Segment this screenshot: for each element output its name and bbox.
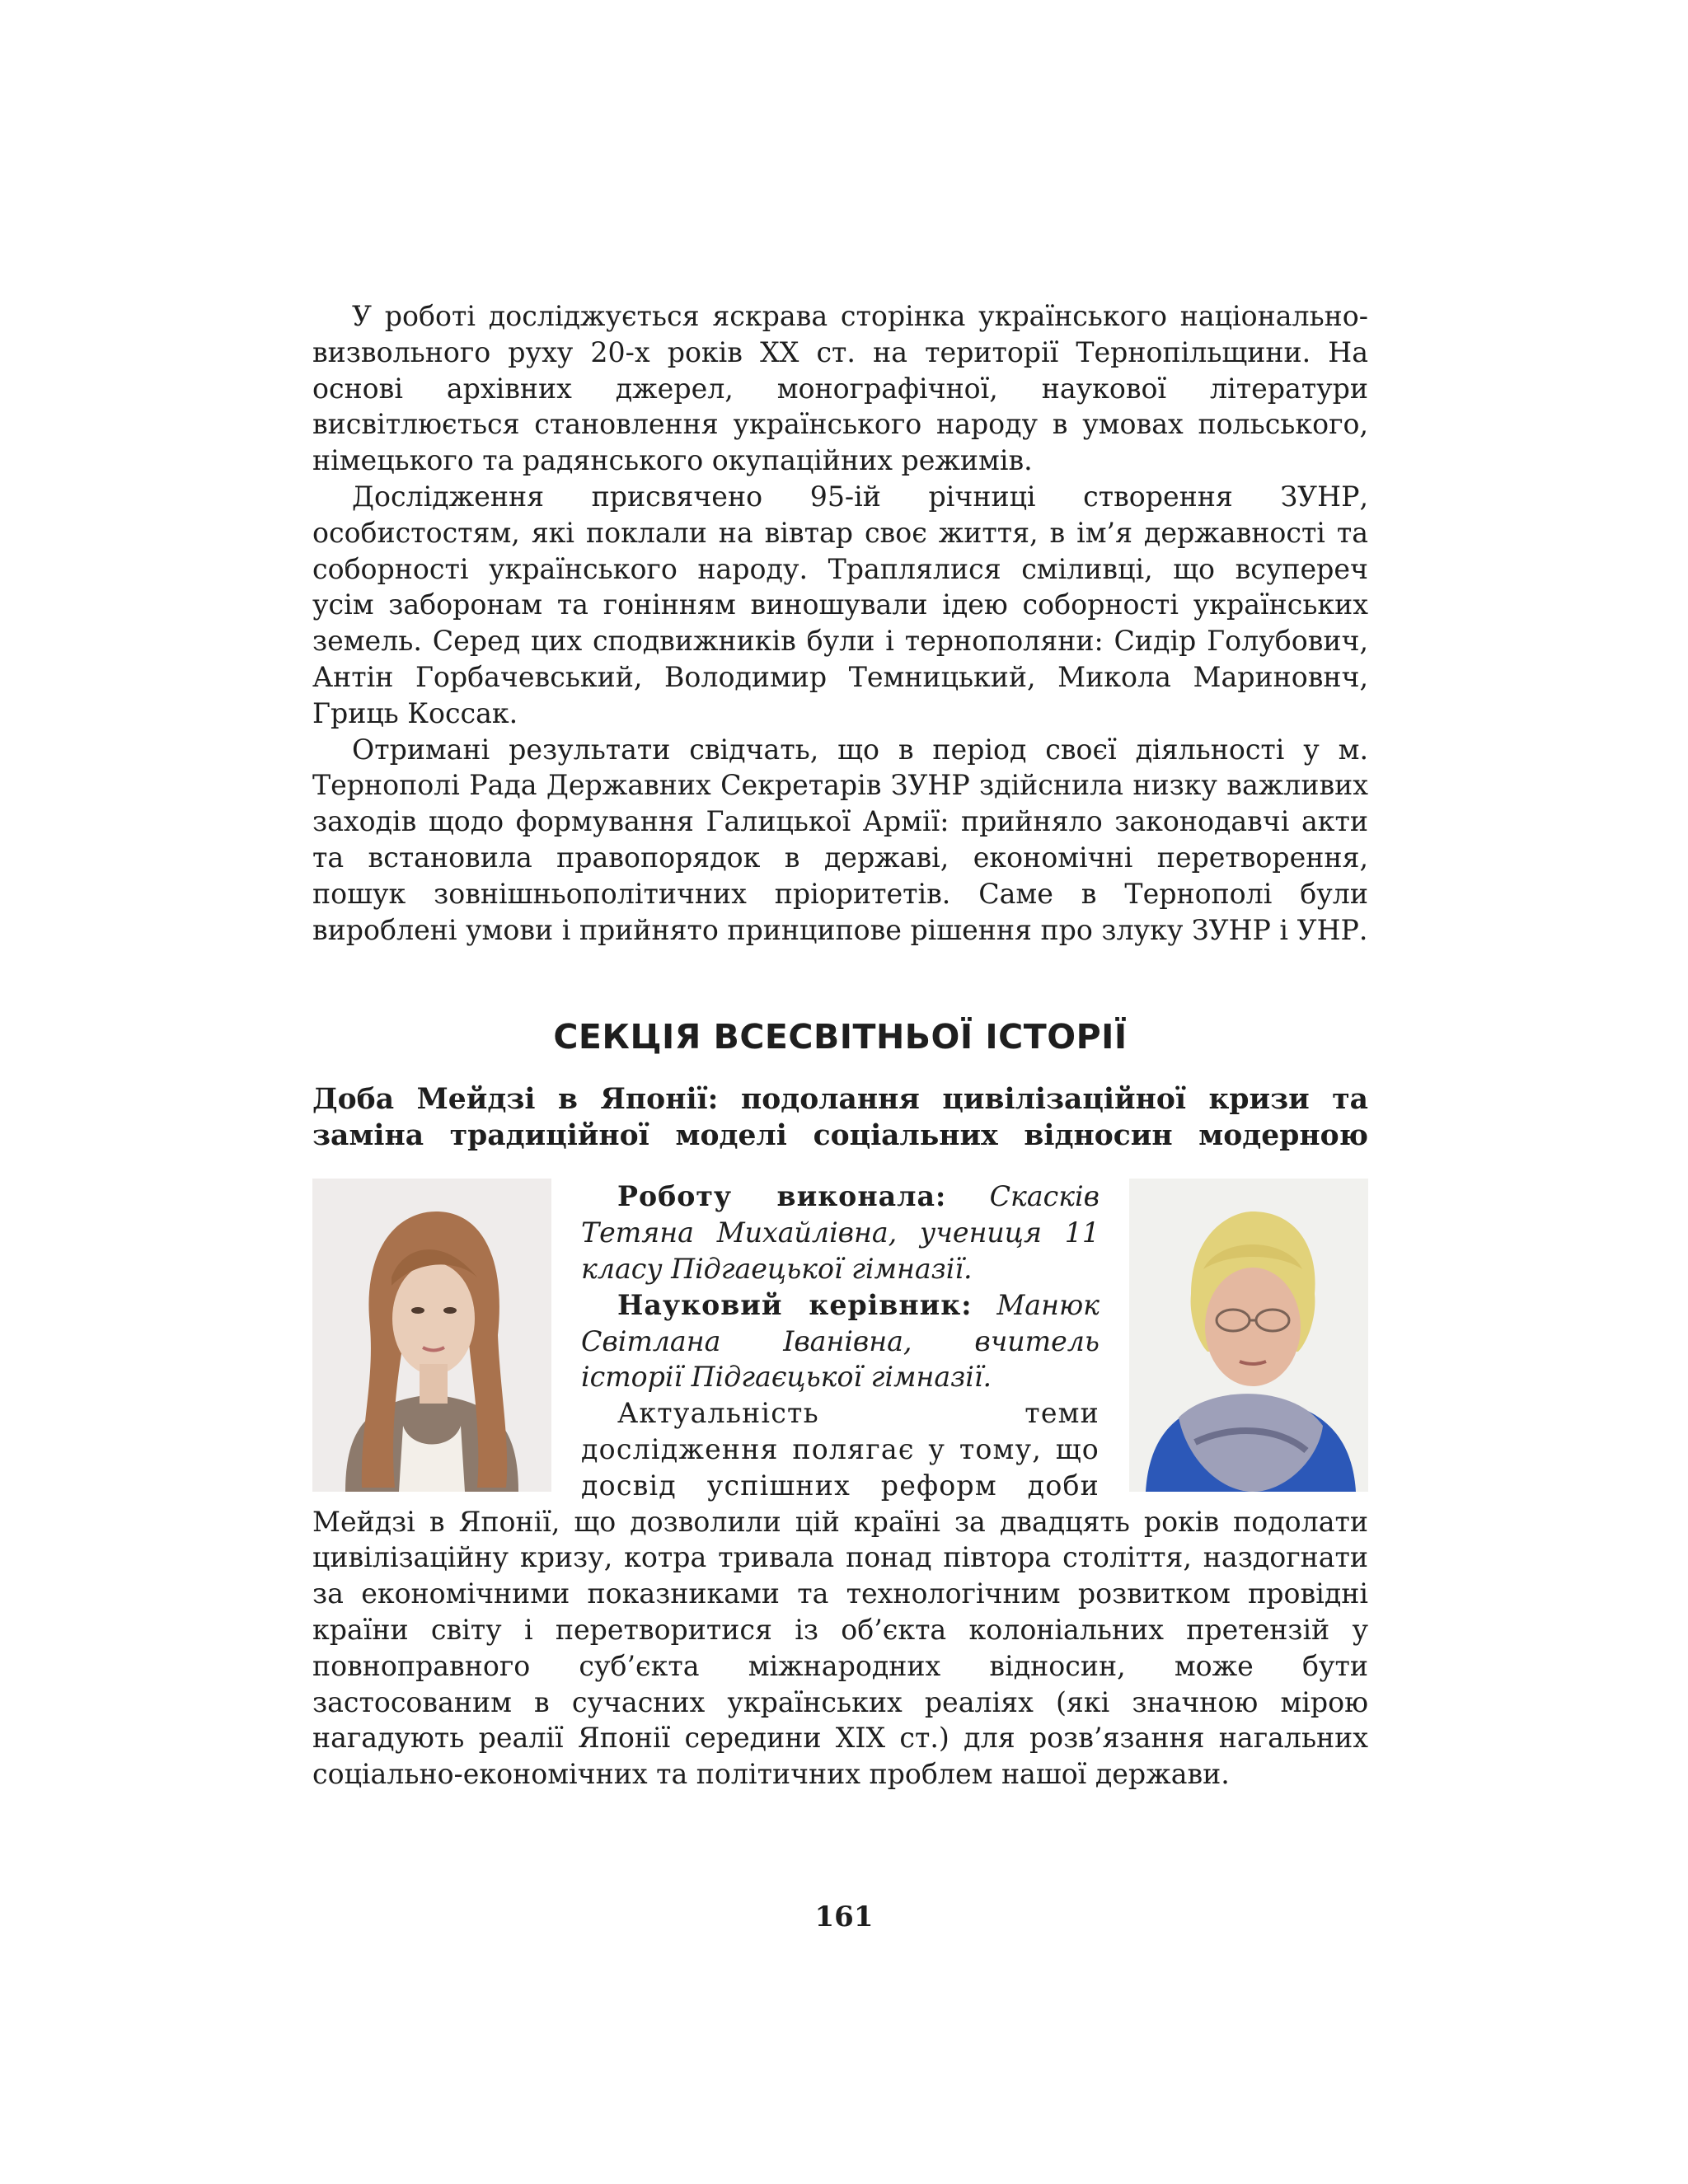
- intro-paragraph-1: У роботі досліджується яскрава сторінка українського національно- визвольного руху 20-х років XX ст. на території Тернопільщини. На основі архівних джерел, монографічної, наукової літератури висвітлюється становлення українського народу в умовах польського, німецького та радянського окупаційних режимів.: [312, 300, 1368, 477]
- article-title: Доба Мейдзі в Японії: подолання цивілізаційної кризи та заміна традиційної моделі соціальних відносин модерною: [312, 1083, 1368, 1153]
- advisor-label: Науковий керівник:: [617, 1288, 973, 1321]
- student-photo: [312, 1179, 551, 1492]
- advisor-photo: [1129, 1179, 1368, 1492]
- page-number: 161: [814, 1900, 874, 1933]
- section-title: СЕКЦІЯ ВСЕСВІТНЬОЇ ІСТОРІЇ: [553, 1017, 1128, 1057]
- article-body-spaced: Актуальність теми дослідження полягає у тому, що досвід успішних реформ доби: [581, 1397, 1100, 1502]
- intro-paragraph-3: Отримані результати свідчать, що в період своєї діяльності у м. Тернополі Рада Державних Секретарів ЗУНР здійснила низку важливих заходів щодо формування Галицької Армії: прийняло законодавчі акти та встановила правопорядок в державі, економічні перетворення, пошук зовнішньополітичних пріоритетів. Саме в Тернополі були вироблені умови і прийнято принципове рішення про злуку ЗУНР і УНР.: [312, 733, 1368, 946]
- author-label: Роботу виконала:: [617, 1180, 947, 1213]
- author-text: Скасків Тетяна Михайлівна, учениця 11 класу Підгаецької гімназії.: [581, 1180, 1100, 1285]
- page-content: [312, 298, 1368, 1793]
- advisor-text: Манюк Світлана Іванівна, вчитель історії Підгаєцької гімназії.: [581, 1288, 1100, 1394]
- intro-paragraph-2: Дослідження присвячено 95-ій річниці створення ЗУНР, особистостям, які поклали на вівтар своє життя, в ім’я державності та соборності українського народу. Траплялися сміливці, що всупереч усім заборонам та гонінням виношували ідею соборності українських земель. Серед цих сподвижників були і тернополяни: Сидір Голубович, Антін Горбачевський, Володимир Темницький, Микола Мариновнч, Гриць Коссак.: [312, 480, 1368, 729]
- article-body-rest: Мейдзі в Японії, що дозволили цій країні за двадцять років подолати цивілізаційну кризу, котра тривала понад півтора століття, наздогнати за економічними показниками та технологічним розвитком провідні країни світу і перетворитися із об’єкта колоніальних претензій у повноправного суб’єкта міжнародних відносин, може бути застосованим в сучасних українських реаліях (які значною мірою нагадують реалії Японії середини XIX ст.) для розв’язання нагальних соціально-економічних та політичних проблем нашої держави.: [312, 1505, 1368, 1791]
- article-body: [312, 1179, 1368, 1793]
